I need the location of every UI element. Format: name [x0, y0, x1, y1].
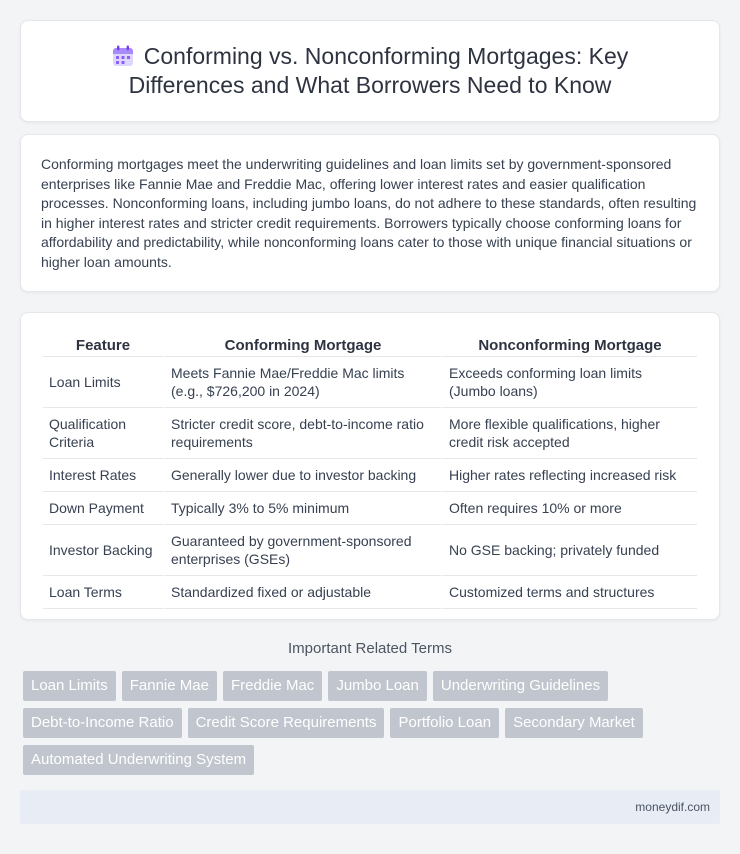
nonconforming-cell: Often requires 10% or more [441, 492, 697, 525]
nonconforming-cell: More flexible qualifications, higher credit risk accepted [441, 408, 697, 459]
conforming-cell: Standardized fixed or adjustable [163, 576, 441, 609]
conforming-cell: Stricter credit score, debt-to-income ratio requirements [163, 408, 441, 459]
conforming-cell: Guaranteed by government-sponsored enterprises (GSEs) [163, 525, 441, 576]
table-row [43, 459, 697, 492]
feature-cell: Interest Rates [43, 459, 163, 492]
nonconforming-cell: No GSE backing; privately funded [441, 525, 697, 576]
table-row [43, 576, 697, 609]
tag-debt-to-income-ratio[interactable]: Debt-to-Income Ratio [23, 708, 182, 738]
tag-portfolio-loan[interactable]: Portfolio Loan [390, 708, 499, 738]
related-terms-list [23, 671, 723, 775]
footer [20, 790, 720, 824]
tag-loan-limits[interactable]: Loan Limits [23, 671, 116, 701]
page-title-text: Conforming vs. Nonconforming Mortgages: Key Differences and What Borrowers Need to Know [128, 43, 629, 98]
conforming-cell: Typically 3% to 5% minimum [163, 492, 441, 525]
intro-paragraph: Conforming mortgages meet the underwriting guidelines and loan limits set by government-sponsored enterprises like Fannie Mae and Freddie Mac, offering lower interest rates and easier qualification processes. Nonconforming loans, including jumbo loans, do not adhere to these standards, often resulting in higher interest rates and stricter credit requirements. Borrowers typically choose conforming loans for affordability and predictability, while nonconforming loans cater to those with unique financial situations or higher loan amounts. [41, 156, 697, 270]
header-conforming: Conforming Mortgage [163, 333, 441, 357]
comparison-table [43, 333, 697, 609]
feature-cell: Qualification Criteria [43, 408, 163, 459]
conforming-cell: Generally lower due to investor backing [163, 459, 441, 492]
intro-card [20, 134, 720, 292]
nonconforming-cell: Higher rates reflecting increased risk [441, 459, 697, 492]
table-header-row [43, 333, 697, 357]
page-title [60, 42, 680, 100]
tag-automated-underwriting-system[interactable]: Automated Underwriting System [23, 745, 254, 775]
feature-cell: Down Payment [43, 492, 163, 525]
comparison-table-card [20, 312, 720, 620]
feature-cell: Loan Limits [43, 357, 163, 408]
footer-site-link[interactable]: moneydif.com [635, 800, 710, 814]
header-nonconforming: Nonconforming Mortgage [441, 333, 697, 357]
tag-fannie-mae[interactable]: Fannie Mae [122, 671, 217, 701]
tag-freddie-mac[interactable]: Freddie Mac [223, 671, 322, 701]
feature-cell: Loan Terms [43, 576, 163, 609]
tag-underwriting-guidelines[interactable]: Underwriting Guidelines [433, 671, 608, 701]
calendar-icon [112, 45, 134, 67]
header-feature: Feature [43, 333, 163, 357]
nonconforming-cell: Exceeds conforming loan limits (Jumbo loans) [441, 357, 697, 408]
tag-jumbo-loan[interactable]: Jumbo Loan [328, 671, 427, 701]
table-row [43, 525, 697, 576]
related-terms-heading: Important Related Terms [288, 640, 452, 657]
title-card [20, 20, 720, 122]
table-row [43, 357, 697, 408]
feature-cell: Investor Backing [43, 525, 163, 576]
nonconforming-cell: Customized terms and structures [441, 576, 697, 609]
table-row [43, 492, 697, 525]
conforming-cell: Meets Fannie Mae/Freddie Mac limits (e.g., $726,200 in 2024) [163, 357, 441, 408]
table-row [43, 408, 697, 459]
tag-credit-score-requirements[interactable]: Credit Score Requirements [188, 708, 385, 738]
tag-secondary-market[interactable]: Secondary Market [505, 708, 643, 738]
